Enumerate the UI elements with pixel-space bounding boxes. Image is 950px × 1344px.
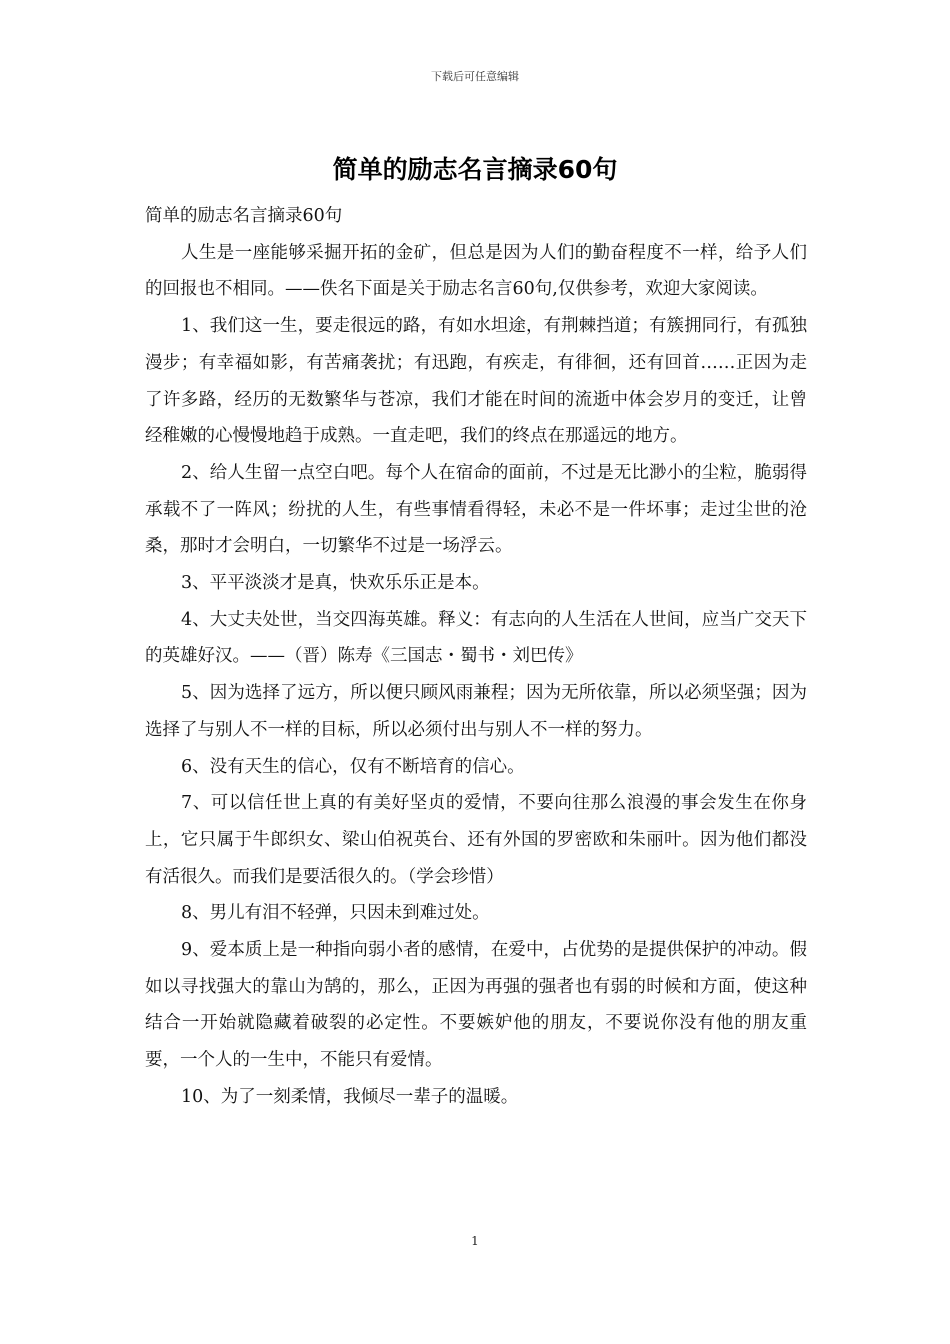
paragraph-quote-9: 9、爱本质上是一种指向弱小者的感情，在爱中，占优势的是提供保护的冲动。假如以寻找强大的靠山为鹄的，那么，正因为再强的强者也有弱的时候和方面，使这种结合一开始就隐藏着破裂的必定性。不要嫉妒他的朋友，不要说你没有他的朋友重要，一个人的一生中，不能只有爱情。 [145,940,807,1071]
paragraph-quote-2: 2、给人生留一点空白吧。每个人在宿命的面前，不过是无比渺小的尘粒，脆弱得承载不了一阵风；纷扰的人生，有些事情看得轻，未必不是一件坏事；走过尘世的沧桑，那时才会明白，一切繁华不过是一场浮云。 [145,462,807,557]
document-body [145,198,807,1116]
paragraph-quote-5: 5、因为选择了远方，所以便只顾风雨兼程；因为无所依靠，所以必须坚强；因为选择了与别人不一样的目标，所以必须付出与别人不一样的努力。 [145,683,807,740]
paragraph-quote-1: 1、我们这一生，要走很远的路，有如水坦途，有荆棘挡道；有簇拥同行，有孤独漫步；有幸福如影，有苦痛袭扰；有迅跑，有疾走，有徘徊，还有回首……正因为走了许多路，经历的无数繁华与苍凉，我们才能在时间的流逝中体会岁月的变迁，让曾经稚嫩的心慢慢地趋于成熟。一直走吧，我们的终点在那遥远的地方。 [145,316,807,447]
paragraph-quote-3: 3、平平淡淡才是真，快欢乐乐正是本。 [181,573,490,594]
paragraph-quote-4: 4、大丈夫处世，当交四海英雄。释义：有志向的人生活在人世间，应当广交天下的英雄好汉。——（晋）陈寿《三国志・蜀书・刘巴传》 [145,609,807,667]
paragraph-quote-10: 10、为了一刻柔情，我倾尽一辈子的温暖。 [181,1086,519,1107]
paragraph-intro: 人生是一座能够采掘开拓的金矿，但总是因为人们的勤奋程度不一样，给予人们的回报也不相同。——佚名下面是关于励志名言60句,仅供参考，欢迎大家阅读。 [145,242,807,300]
page-number: 1 [471,1234,479,1248]
paragraph-quote-8: 8、男儿有泪不轻弹，只因未到难过处。 [181,903,490,924]
document-subtitle: 简单的励志名言摘录60句 [145,206,343,226]
paragraph-quote-7: 7、可以信任世上真的有美好坚贞的爱情，不要向往那么浪漫的事会发生在你身上，它只属于牛郎织女、梁山伯祝英台、还有外国的罗密欧和朱丽叶。因为他们都没有活很久。而我们是要活很久的。（学会珍惜） [145,793,807,887]
document-title: 简单的励志名言摘录60句 [332,155,618,184]
header-note: 下载后可任意编辑 [431,70,519,83]
paragraph-quote-6: 6、没有天生的信心，仅有不断培育的信心。 [181,756,525,777]
